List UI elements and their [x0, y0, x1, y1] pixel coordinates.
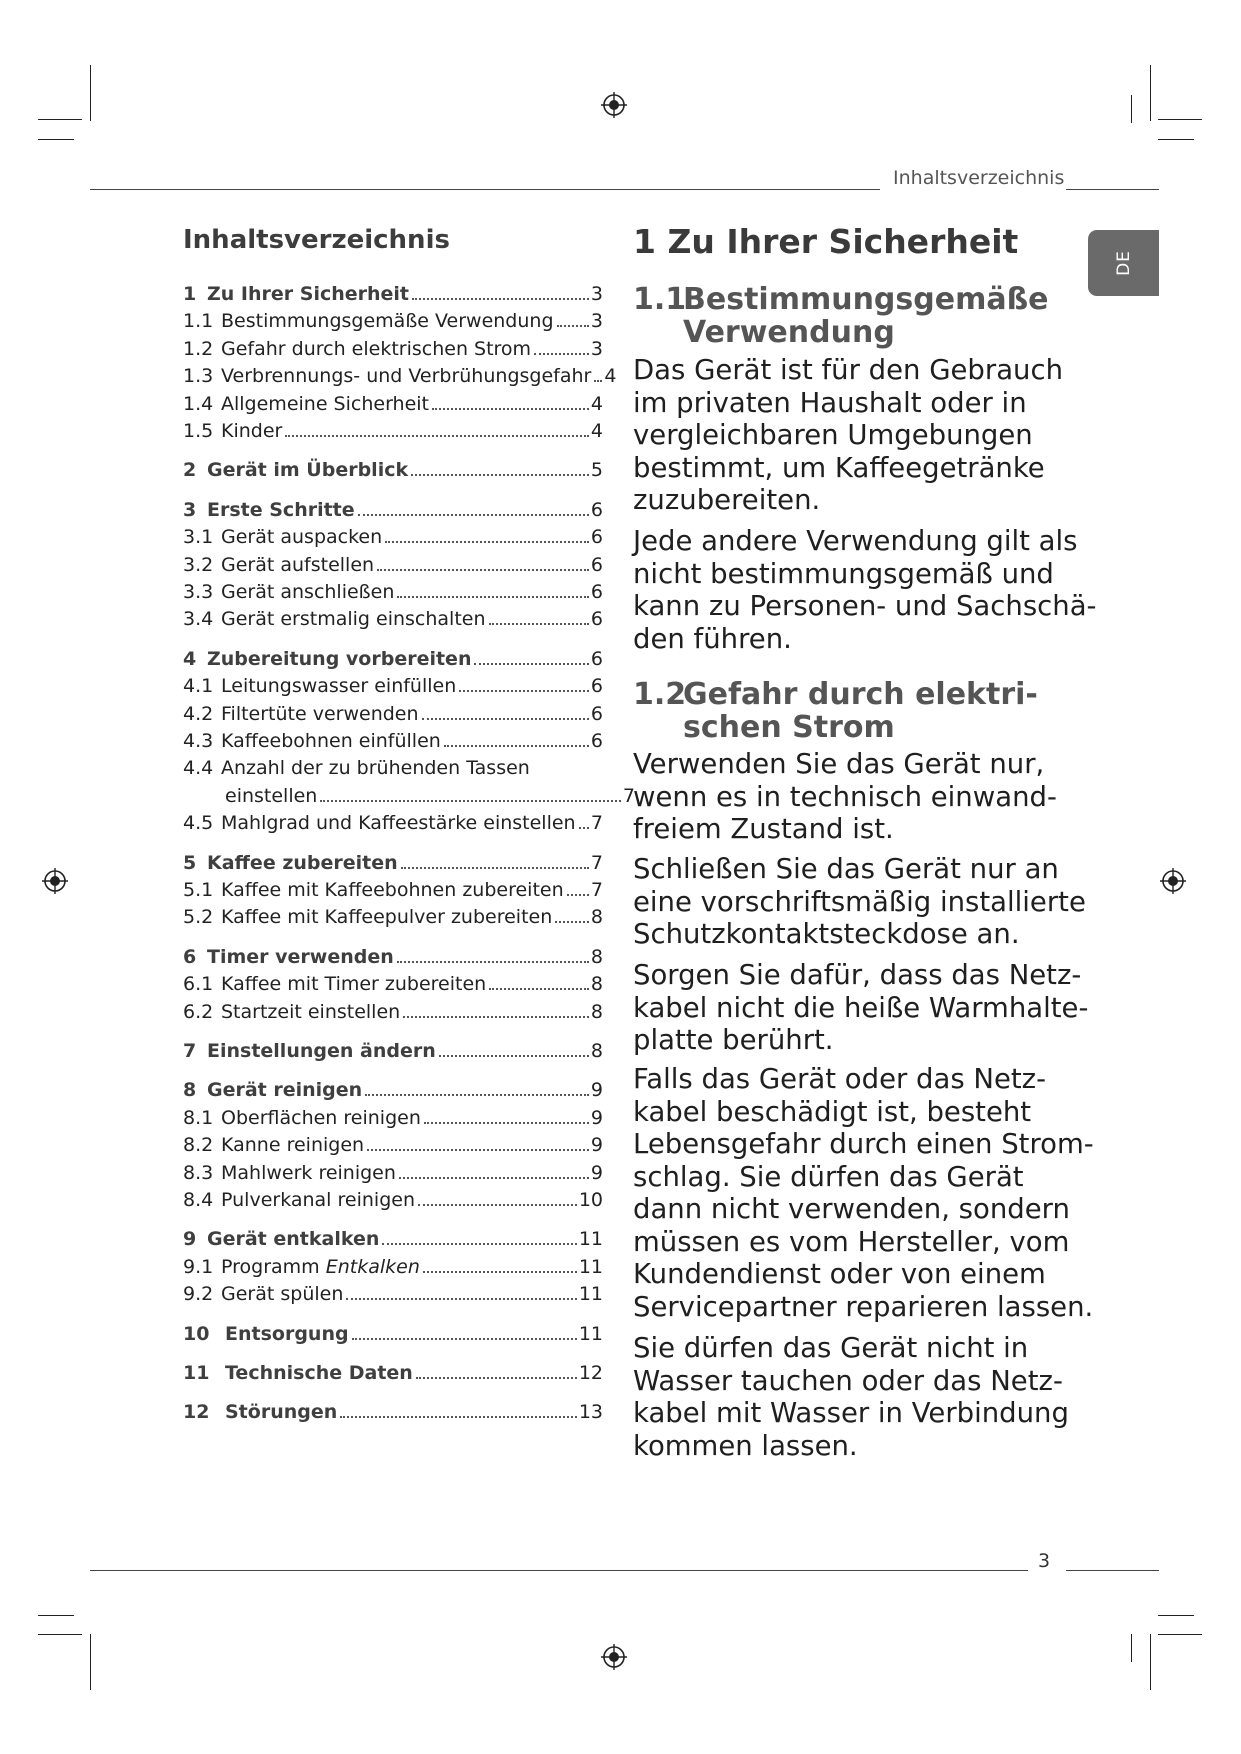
paragraph-line: nicht bestimmungsgemäß und [633, 557, 1054, 590]
toc-entry[interactable] [183, 1107, 603, 1134]
toc-entry-label: Technische Daten [225, 1362, 413, 1384]
paragraph-line: schlag. Sie dürfen das Gerät [633, 1160, 1024, 1193]
toc-entry-number: 5.1 [183, 879, 214, 901]
toc-leader-dots [459, 690, 589, 692]
toc-entry-number: 8.4 [183, 1189, 214, 1211]
paragraph-line: Schließen Sie das Gerät nur an [633, 853, 1059, 885]
toc-entry-label: Störungen [225, 1401, 338, 1424]
toc-leader-dots [367, 1149, 589, 1151]
toc-entry[interactable] [183, 338, 603, 365]
toc-entry-page: 6 [590, 526, 603, 549]
toc-entry-number: 3 [183, 498, 197, 521]
toc-entry-page: 8 [590, 973, 603, 996]
toc-leader-dots [474, 663, 588, 665]
toc-entry-page: 11 [578, 1228, 603, 1251]
toc-entry-label: Kaffee mit Timer zubereiten [221, 973, 487, 996]
toc-chapter-entry[interactable] [183, 459, 603, 486]
toc-entry-number: 4.2 [183, 702, 214, 725]
toc-leader-dots [444, 745, 589, 747]
toc-leader-dots [412, 298, 589, 300]
toc-leader-dots [422, 718, 589, 720]
toc-entry-page: 6 [590, 675, 603, 698]
header-rule-right [1066, 189, 1159, 190]
toc-entry[interactable] [183, 310, 603, 337]
paragraph [633, 525, 1097, 655]
toc-entry-page: 6 [590, 647, 603, 670]
toc-entry-number: 6.2 [183, 1000, 214, 1023]
toc-entry-number: 4.3 [183, 730, 214, 752]
toc-chapter-entry[interactable] [183, 1323, 603, 1350]
paragraph [633, 748, 1063, 846]
toc-leader-dots [377, 569, 589, 571]
toc-entry-page: 5 [590, 459, 603, 482]
toc-entry-label: Gerät anschließen [221, 581, 395, 603]
paragraph-line: zuzubereiten. [633, 484, 821, 516]
toc-entry-label: Oberflächen reinigen [221, 1106, 421, 1129]
paragraph-line: kann zu Personen- und Sachschä- [633, 590, 1097, 622]
toc-entry-number: 9 [183, 1228, 197, 1251]
footer-rule-right [1066, 1570, 1159, 1571]
registration-mark-icon [601, 1644, 627, 1670]
toc-leader-dots [352, 1338, 577, 1340]
toc-entry-number: 8.2 [183, 1134, 214, 1157]
toc-entry-page: 9 [590, 1161, 603, 1184]
paragraph [633, 853, 1086, 951]
toc-entry[interactable] [183, 879, 603, 906]
toc-entry-label: Kaffee zubereiten [207, 851, 398, 874]
paragraph-line: eine vorschriftsmäßig installierte [633, 885, 1086, 918]
toc-entry[interactable] [183, 703, 603, 730]
toc-leader-dots [320, 800, 621, 802]
toc-leader-dots [416, 1377, 577, 1379]
paragraph-line: im privaten Haushalt oder in [633, 386, 1027, 419]
toc-entry-number: 3.2 [183, 553, 214, 576]
toc-entry[interactable] [183, 393, 603, 420]
toc-entry-label: einstellen [225, 784, 318, 807]
toc-entry-number: 1.1 [183, 310, 214, 333]
toc-entry[interactable] [183, 554, 603, 581]
toc-entry-page: 13 [578, 1401, 603, 1424]
toc-entry-page: 11 [578, 1322, 603, 1345]
toc-entry-page: 6 [590, 702, 603, 725]
toc-entry-number: 7 [183, 1040, 197, 1062]
registration-mark-icon [1160, 868, 1186, 894]
toc-entry-number: 9.1 [183, 1255, 214, 1278]
toc-entry-number: 1.3 [183, 365, 214, 388]
paragraph-line: kabel mit Wasser in Verbindung [633, 1397, 1069, 1429]
registration-mark-icon [601, 92, 627, 118]
toc-entry[interactable] [183, 1001, 603, 1028]
toc-entry-label: Verbrennungs- und Verbrühungsgefahr [221, 365, 592, 388]
toc-entry-label: Kaffeebohnen einfüllen [221, 730, 441, 752]
toc-leader-dots [594, 380, 602, 382]
paragraph [633, 354, 1063, 517]
toc-entry-label: Gerät spülen [221, 1283, 344, 1306]
running-head: Inhaltsverzeichnis [893, 167, 1065, 189]
toc-entry[interactable] [183, 365, 617, 392]
toc-entry[interactable] [183, 973, 603, 1000]
toc-entry-number: 12 [183, 1401, 210, 1424]
toc-entry-number: 10 [183, 1322, 210, 1345]
toc-chapter-entry[interactable] [183, 852, 603, 879]
toc-leader-dots [579, 827, 589, 829]
footer-rule [90, 1570, 1028, 1571]
toc-entry-number: 2 [183, 459, 197, 482]
toc-entry-number: 11 [183, 1362, 210, 1384]
toc-entry-number: 4.1 [183, 675, 214, 698]
toc-entry-number: 1.5 [183, 420, 214, 442]
toc-entry[interactable] [183, 526, 603, 553]
toc-entry-number: 8 [183, 1079, 197, 1102]
toc-entry-page: 9 [590, 1079, 603, 1102]
toc-entry-page: 11 [578, 1283, 603, 1306]
paragraph-line: müssen es vom Hersteller, vom [633, 1225, 1070, 1258]
toc-entry-number: 9.2 [183, 1283, 214, 1306]
paragraph [633, 959, 1089, 1057]
toc-entry[interactable] [183, 757, 603, 784]
toc-entry-page: 7 [590, 812, 603, 835]
paragraph [633, 1063, 1094, 1323]
toc-leader-dots [489, 988, 589, 990]
paragraph-line: kommen lassen. [633, 1429, 858, 1462]
toc-entry-label: Gerät auspacken [221, 526, 383, 549]
toc-title: Inhaltsverzeichnis [183, 225, 450, 255]
toc-entry-number: 4.5 [183, 812, 214, 835]
paragraph-line: Das Gerät ist für den Gebrauch [633, 354, 1064, 386]
toc-entry[interactable] [183, 785, 635, 812]
toc-leader-dots [567, 894, 589, 896]
toc-leader-dots [439, 1055, 589, 1057]
toc-entry-page: 8 [590, 945, 603, 968]
section-title-line: Bestimmungsgemäße [683, 282, 1049, 317]
language-tab-label: DE [1113, 250, 1134, 276]
toc-entry-label: Anzahl der zu brühenden Tassen [221, 757, 530, 780]
paragraph-line: Jede andere Verwendung gilt als [633, 525, 1078, 557]
toc-leader-dots [399, 1177, 589, 1179]
toc-entry-label: Kanne reinigen [221, 1134, 365, 1157]
toc-entry-page: 4 [590, 420, 603, 442]
toc-entry-page: 9 [590, 1134, 603, 1157]
toc-entry-page: 10 [578, 1189, 603, 1211]
toc-entry-label: Kaffee mit Kaffeebohnen zubereiten [221, 879, 564, 901]
toc-leader-dots [423, 1271, 577, 1273]
toc-entry-label: Mahlwerk reinigen [221, 1161, 396, 1184]
toc-entry-number: 5.2 [183, 906, 214, 929]
toc-leader-dots [534, 353, 589, 355]
toc-entry-page: 6 [590, 553, 603, 576]
toc-chapter-entry[interactable] [183, 1040, 603, 1067]
toc-entry-label: Gefahr durch elektrischen Strom [221, 337, 532, 360]
toc-leader-dots [432, 408, 589, 410]
toc-leader-dots [555, 921, 589, 923]
toc-chapter-entry[interactable] [183, 499, 603, 526]
paragraph [633, 1332, 1069, 1462]
toc-entry[interactable] [183, 730, 603, 757]
toc-entry-page: 3 [590, 337, 603, 360]
toc-entry-label: Pulverkanal reinigen [221, 1189, 415, 1211]
toc-entry-label: Filtertüte verwenden [221, 702, 419, 725]
toc-entry[interactable] [183, 420, 603, 447]
paragraph-line: Sie dürfen das Gerät nicht in [633, 1332, 1029, 1364]
paragraph-line: Servicepartner reparieren lassen. [633, 1290, 1094, 1323]
toc-entry-number: 8.3 [183, 1161, 214, 1184]
toc-entry-number: 5 [183, 851, 197, 874]
toc-entry-label: Kinder [221, 420, 283, 442]
paragraph-line: Kundendienst oder von einem [633, 1258, 1046, 1290]
toc-leader-dots [411, 474, 589, 476]
section-heading-1-2 [633, 678, 1038, 744]
toc-entry-page: 6 [590, 730, 603, 752]
toc-entry[interactable] [183, 906, 603, 933]
toc-entry-number: 3.4 [183, 608, 214, 631]
toc-entry-number: 8.1 [183, 1106, 214, 1129]
toc-entry[interactable] [183, 608, 603, 635]
toc-entry-page: 6 [590, 498, 603, 521]
toc-entry-label: Allgemeine Sicherheit [221, 392, 430, 415]
paragraph-line: dann nicht verwenden, sondern [633, 1193, 1070, 1225]
toc-leader-dots [346, 1298, 576, 1300]
paragraph-line: Lebensgefahr durch einen Strom- [633, 1128, 1094, 1160]
toc-entry-page: 3 [590, 310, 603, 333]
toc-entry-label: Entsorgung [225, 1322, 349, 1345]
toc-entry-page: 7 [590, 879, 603, 901]
toc-entry-label: Startzeit einstellen [221, 1000, 401, 1023]
paragraph-line: bestimmt, um Kaffeegetränke [633, 451, 1045, 484]
toc-leader-dots [358, 514, 589, 516]
toc-entry-page: 12 [578, 1362, 603, 1384]
section-title-line: Verwendung [683, 315, 895, 350]
paragraph-line: kabel beschädigt ist, besteht [633, 1095, 1032, 1128]
toc-leader-dots [285, 435, 589, 437]
paragraph-line: freiem Zustand ist. [633, 813, 894, 845]
toc-entry-label: Programm Entkalken [221, 1255, 420, 1278]
toc-entry-number: 1.2 [183, 337, 214, 360]
toc-entry-number: 6 [183, 945, 197, 968]
toc-entry[interactable] [183, 581, 603, 608]
toc-entry-number: 3.1 [183, 526, 214, 549]
toc-entry-label: Erste Schritte [207, 498, 355, 521]
paragraph-line: platte berührt. [633, 1024, 834, 1056]
toc-entry[interactable] [183, 812, 603, 839]
toc-entry-label: Zubereitung vorbereiten [207, 647, 472, 670]
paragraph-line: Verwenden Sie das Gerät nur, [633, 748, 1045, 780]
toc-entry-page: 6 [590, 581, 603, 603]
toc-entry-number: 4.4 [183, 757, 214, 780]
paragraph-line: kabel nicht die heiße Warmhalte- [633, 991, 1089, 1024]
toc-entry-page: 9 [590, 1106, 603, 1129]
section-title-line: Gefahr durch elektri- [683, 677, 1038, 712]
toc-entry-page: 7 [622, 784, 635, 807]
toc-entry[interactable] [183, 1189, 603, 1216]
toc-entry-page: 4 [604, 365, 617, 388]
section-heading-1: 1 Zu Ihrer Sicherheit [633, 222, 1019, 261]
page-number: 3 [1038, 1550, 1051, 1572]
toc-entry[interactable] [183, 1256, 603, 1283]
paragraph-line: vergleichbaren Umgebungen [633, 419, 1033, 451]
toc-entry-label: Gerät im Überblick [207, 459, 409, 482]
paragraph-line: Falls das Gerät oder das Netz- [633, 1063, 1047, 1095]
toc-entry-page: 11 [578, 1255, 603, 1278]
section-heading-1-1 [633, 283, 1049, 349]
section-number: 1.2 [633, 677, 687, 712]
header-rule [90, 189, 880, 190]
toc-leader-dots [489, 623, 589, 625]
toc-entry-label: Zu Ihrer Sicherheit [207, 283, 410, 305]
paragraph-line: Sorgen Sie dafür, dass das Netz- [633, 959, 1082, 991]
toc-entry-number: 6.1 [183, 973, 214, 996]
toc-leader-dots [401, 867, 589, 869]
toc-entry-label: Leitungswasser einfüllen [221, 675, 457, 698]
paragraph-line: wenn es in technisch einwand- [633, 780, 1057, 813]
toc-entry-page: 3 [590, 283, 603, 305]
section-title-line: schen Strom [683, 710, 895, 745]
toc-entry[interactable] [183, 1134, 603, 1161]
toc-chapter-entry[interactable] [183, 1079, 603, 1106]
toc-entry-label: Gerät entkalken [207, 1228, 380, 1251]
toc-chapter-entry[interactable] [183, 648, 603, 675]
toc-entry-label: Timer verwenden [207, 945, 394, 968]
registration-mark-icon [42, 868, 68, 894]
toc-entry-number: 1.4 [183, 392, 214, 415]
toc-entry-page: 7 [590, 851, 603, 874]
toc-leader-dots [418, 1204, 577, 1206]
toc-entry-number: 1 [183, 283, 197, 305]
section-number: 1.1 [633, 282, 687, 317]
toc-entry-label: Gerät aufstellen [221, 553, 375, 576]
toc-leader-dots [385, 541, 589, 543]
toc-entry-label: Einstellungen ändern [207, 1040, 436, 1062]
toc-entry-number: 3.3 [183, 581, 214, 603]
toc-chapter-entry[interactable] [183, 946, 603, 973]
toc-leader-dots [557, 325, 589, 327]
toc-entry-label: Gerät reinigen [207, 1079, 363, 1102]
toc-entry-page: 6 [590, 608, 603, 631]
toc-entry-label: Mahlgrad und Kaffeestärke einstellen [221, 812, 576, 835]
toc-chapter-entry[interactable] [183, 283, 603, 310]
toc-leader-dots [397, 596, 589, 598]
toc-leader-dots [403, 1016, 589, 1018]
toc-leader-dots [340, 1416, 577, 1418]
toc-entry-number: 4 [183, 647, 197, 670]
toc-leader-dots [424, 1122, 589, 1124]
toc-chapter-entry[interactable] [183, 1401, 603, 1428]
toc-entry-label: Gerät erstmalig einschalten [221, 608, 486, 631]
toc-entry[interactable] [183, 1283, 603, 1310]
toc-entry-page: 8 [590, 1040, 603, 1062]
toc-entry-page: 8 [590, 906, 603, 929]
toc-entry[interactable] [183, 1162, 603, 1189]
paragraph-line: Schutzkontaktsteckdose an. [633, 918, 1020, 950]
toc-chapter-entry[interactable] [183, 1228, 603, 1255]
toc-chapter-entry[interactable] [183, 1362, 603, 1389]
toc-leader-dots [365, 1094, 589, 1096]
toc-entry-label: Bestimmungsgemäße Verwendung [221, 310, 554, 333]
toc-entry-label: Kaffee mit Kaffeepulver zubereiten [221, 906, 553, 929]
paragraph-line: Wasser tauchen oder das Netz- [633, 1364, 1063, 1397]
paragraph-line: den führen. [633, 622, 792, 655]
toc-entry-page: 8 [590, 1000, 603, 1023]
toc-leader-dots [382, 1243, 576, 1245]
toc-entry-page: 4 [590, 392, 603, 415]
toc-entry[interactable] [183, 675, 603, 702]
toc-leader-dots [397, 961, 589, 963]
language-tab [1088, 230, 1159, 296]
